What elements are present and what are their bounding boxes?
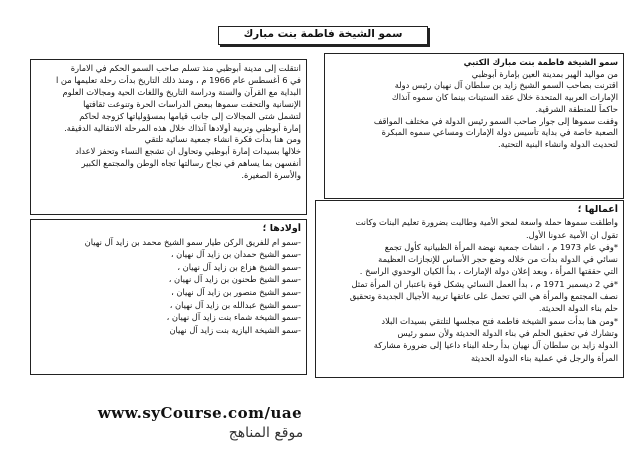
achievements-line: *في 2 ديسمبر 1971 م ، بدأ العمل النسائي يشكل قوة باعتبار ان المرأة تمثل (351, 278, 618, 289)
children-line: -سمو الشيخة شماء بنت زايد آل نهيان ، (166, 312, 301, 323)
achievements-heading: أعمالها ؛ (577, 204, 618, 215)
achievements-line: حلم بناء الدولة الحديثة. (538, 303, 618, 314)
biography-line: سمو الشيخة فاطمة بنت مبارك الكتبي (463, 57, 618, 67)
biography-line: وقفت سموها إلى جوار صاحب السمو رئيس الدولة في مختلف المواقف (373, 115, 618, 126)
website-link[interactable]: www.syCourse.com/uae (97, 404, 303, 422)
children-line: -سمو ام للفريق الركن طيار سمو الشيخ محمد بن زايد آل نهيان (84, 236, 301, 247)
page-title: سمو الشيخة فاطمة بنت مبارك (243, 28, 403, 40)
residence-line: انتقلت إلى مدينة أبوظبي منذ تسلم صاحب السمو الحكم في الامارة (70, 63, 301, 73)
residence-line: ومن هنا بدأت فكرة انشاء جمعية نسائية تلتقي (144, 134, 301, 145)
children-line: -سمو الشيخ منصور بن زايد آل نهيان ، (171, 286, 301, 297)
achievements-line: المرأة والرجل في عملية بناء الدولة الحديثة (470, 352, 618, 363)
biography-line: لتحديث الدولة وانشاء البنية التحتية. (498, 138, 618, 149)
residence-line: خلالها بسيدات إمارة أبوظبي وتحاول ان تشجع النساء وتحفز لاعداد (75, 146, 301, 157)
residence-line: إمارة أبوظبي وتربية أولادها آنذاك خلال هذه المرحلة الانتقالية الدقيقة. (64, 122, 301, 133)
biography-line: الصعبة خاصة في بداية تأسيس دولة الإمارات ومساعي سموه المبكرة (381, 127, 618, 138)
residence-panel (30, 59, 307, 215)
site-watermark: موقع المناهج (228, 425, 304, 441)
achievements-line: *ومن هنا بدأت سمو الشيخة فاطمة فتح مجلسها لتلتقي بسيدات البلاد (381, 315, 618, 326)
biography-line: حاكماً للمنطقة الشرقية. (535, 103, 618, 114)
biography-line: اقترنت بصاحب السمو الشيخ زايد بن سلطان آل نهيان رئيس دولة (394, 80, 618, 91)
children-panel (30, 219, 307, 375)
residence-line: في 6 أغسطس عام 1966 م ، ومنذ ذلك التاريخ بدأت رحلة تعليمها من ا (55, 74, 301, 85)
children-heading: أولادها ؛ (262, 223, 301, 234)
residence-line: لتشمل شتى المجالات إلى جانب قيامها بمسؤولياتها كزوجة لحاكم (79, 110, 301, 121)
residence-line: الإنسانية والتحقت سموها ببعض الدراسات الحرة وتنوعت ثقافتها (83, 98, 301, 109)
achievements-line: تقول ان الأمية عدونا الأول. (525, 229, 618, 240)
residence-line: والأسرة الصغيرة. (241, 170, 301, 181)
achievements-panel (315, 200, 624, 378)
achievements-line: الدولة زايد بن سلطان آل نهيان بدأ رحلة البناء داعيا إلى ضرورة مشاركة (373, 340, 618, 351)
biography-line: الإمارات العربية المتحدة خلال عقد الستينات بينما كان سموه آنذاك (391, 92, 618, 103)
children-line: -سمو الشيخة اليازية بنت زايد آل نهيان (169, 324, 301, 335)
achievements-line: *وفي عام 1973 م ، انشات جمعية نهضة المرأة الظبيانية كأول تجمع (384, 241, 618, 252)
children-line: -سمو الشيخ هزاع بن زايد آل نهيان ، (177, 261, 301, 272)
residence-line: البداية مع القرآن والسنة ودراسة التاريخ واللغات الحية ومجالات العلوم (62, 86, 301, 97)
achievements-line: وتشارك في تحقيق الحلم في بناء الدولة الحديثة ولأن سمو رئيس (397, 327, 618, 338)
achievements-line: التي حققتها المرأة ، وبعد إعلان دولة الإمارات ، بدأ الكيان الوحدوي الراسخ . (359, 266, 618, 277)
children-line: -سمو الشيخ حمدان بن زايد آل نهيان ، (170, 249, 301, 260)
biography-panel (324, 53, 624, 199)
biography-line: من مواليد الهير بمدينة العين بإمارة أبوظبي (471, 68, 618, 79)
title-box (218, 26, 428, 45)
children-line: -سمو الشيخ طحنون بن زايد آل نهيان ، (168, 274, 301, 285)
achievements-line: واطلقت سموها حملة واسعة لمحو الأمية وطالبت بضرورة تعليم البنات وكانت (355, 217, 618, 228)
achievements-line: نصف المجتمع والمرأة هي التي تحمل على عاتقها تربية الأجيال الجديدة وتحقيق (349, 291, 618, 302)
achievements-line: نسائي في الدولة بدأت من خلاله وضع حجر الأساس للإنجازات العظيمة (378, 254, 618, 265)
children-line: -سمو الشيخ عبدالله بن زايد آل نهيان ، (169, 299, 301, 310)
residence-line: أنفسهن بما يساهم في نجاح رسالتها تجاه الوطن والمجتمع الكبير (81, 158, 301, 169)
